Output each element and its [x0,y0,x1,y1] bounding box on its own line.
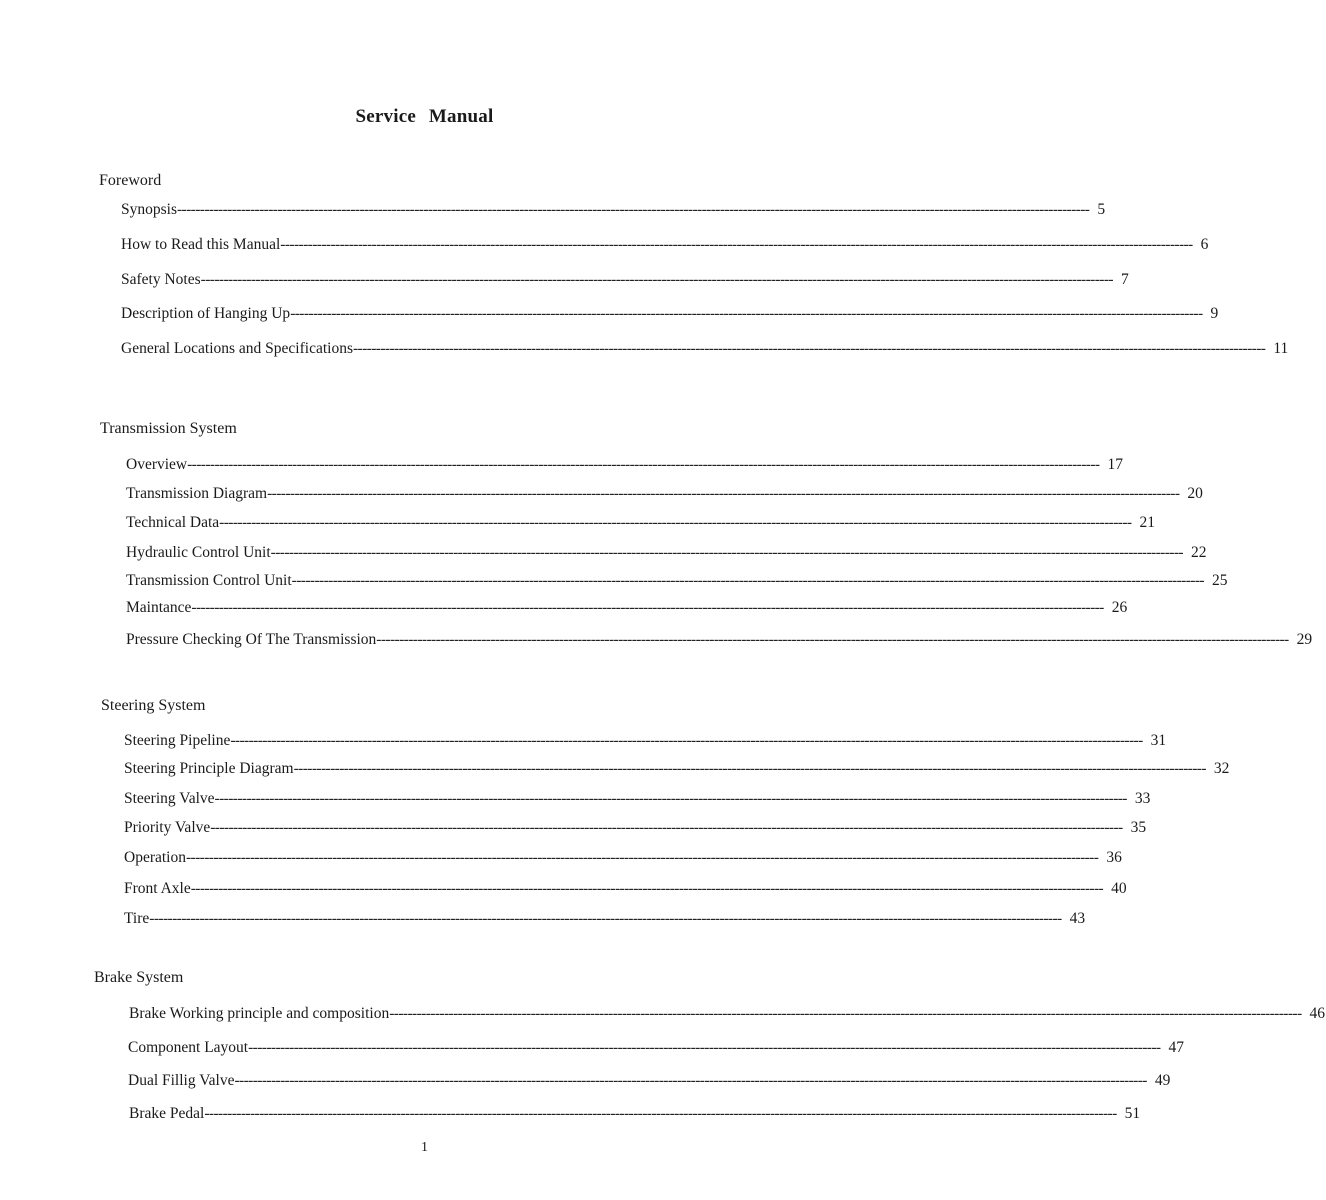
toc-leader: -------------------------------------------------------------------------------------------------------------------------------------------------------------------------------------------------------- [234,1072,1147,1089]
toc-entry-page: 31 [1150,732,1167,749]
toc-entry-label: Technical Data [126,514,220,531]
toc-entry[interactable] [121,304,1219,324]
toc-entry[interactable] [128,1038,1184,1058]
toc-entry-page: 32 [1213,760,1230,777]
toc-leader: -------------------------------------------------------------------------------------------------------------------------------------------------------------------------------------------------------- [210,819,1123,836]
toc-leader: -------------------------------------------------------------------------------------------------------------------------------------------------------------------------------------------------------- [270,544,1183,561]
toc-entry-page: 29 [1296,631,1313,648]
toc-entry-page: 5 [1097,201,1106,218]
toc-entry-label: Brake Working principle and composition [129,1005,390,1022]
toc-leader: -------------------------------------------------------------------------------------------------------------------------------------------------------------------------------------------------------- [219,514,1132,531]
toc-entry-page: 36 [1106,849,1122,866]
toc-leader: -------------------------------------------------------------------------------------------------------------------------------------------------------------------------------------------------------- [389,1005,1302,1022]
toc-leader: -------------------------------------------------------------------------------------------------------------------------------------------------------------------------------------------------------- [187,456,1100,473]
toc-leader: -------------------------------------------------------------------------------------------------------------------------------------------------------------------------------------------------------- [293,760,1206,777]
toc-entry-label: Overview [126,456,188,473]
section-title-foreword [99,171,161,191]
toc-entry[interactable] [126,630,1313,650]
toc-entry-label: Tire [124,910,150,927]
toc-entry-page: 22 [1190,544,1207,561]
toc-entry-page: 47 [1168,1039,1184,1056]
toc-leader: -------------------------------------------------------------------------------------------------------------------------------------------------------------------------------------------------------- [177,201,1090,218]
toc-entry-label: Synopsis [121,201,177,218]
toc-entry[interactable] [129,1104,1141,1124]
toc-entry[interactable] [121,339,1289,359]
toc-leader: -------------------------------------------------------------------------------------------------------------------------------------------------------------------------------------------------------- [185,849,1099,866]
toc-entry-page: 33 [1134,790,1151,807]
toc-entry-label: How to Read this Manual [121,236,281,253]
toc-entry-page: 46 [1309,1005,1326,1022]
section-heading: Foreword [99,172,162,189]
section-title-steering [101,696,205,716]
toc-leader: -------------------------------------------------------------------------------------------------------------------------------------------------------------------------------------------------------- [280,236,1193,253]
toc-entry-page: 49 [1154,1072,1171,1089]
toc-entry-label: Safety Notes [121,271,201,288]
section-heading: Brake System [94,969,184,986]
toc-entry-label: Description of Hanging Up [121,305,291,322]
toc-entry-page: 51 [1124,1105,1141,1122]
toc-entry[interactable] [121,270,1129,290]
toc-entry[interactable] [124,789,1151,809]
toc-leader: -------------------------------------------------------------------------------------------------------------------------------------------------------------------------------------------------------- [190,880,1104,897]
toc-leader: -------------------------------------------------------------------------------------------------------------------------------------------------------------------------------------------------------- [191,599,1104,616]
toc-entry-label: Maintance [126,599,192,616]
toc-entry-page: 43 [1069,910,1086,927]
toc-entry-label: Component Layout [128,1039,249,1056]
toc-leader: -------------------------------------------------------------------------------------------------------------------------------------------------------------------------------------------------------- [230,732,1143,749]
toc-entry-label: Steering Pipeline [124,732,231,749]
toc-entry-page: 9 [1210,305,1219,322]
toc-entry-page: 7 [1120,271,1129,288]
toc-entry[interactable] [121,200,1106,220]
toc-entry[interactable] [124,909,1086,929]
toc-entry-page: 21 [1139,514,1155,531]
toc-entry-label: Steering Principle Diagram [124,760,294,777]
toc-entry[interactable] [126,543,1207,563]
toc-entry[interactable] [124,759,1230,779]
toc-entry[interactable] [121,235,1209,255]
toc-entry-page: 40 [1111,880,1127,897]
toc-entry-page: 17 [1107,456,1123,473]
toc-leader: -------------------------------------------------------------------------------------------------------------------------------------------------------------------------------------------------------- [376,631,1289,648]
toc-entry[interactable] [126,571,1228,591]
document-title: Service Manual [355,106,494,127]
toc-entry[interactable] [124,818,1147,838]
toc-entry[interactable] [124,731,1167,751]
toc-entry-page: 35 [1130,819,1147,836]
toc-entry[interactable] [126,598,1128,618]
toc-entry-label: Operation [124,849,186,866]
toc-entry-label: Transmission Diagram [126,485,268,502]
toc-entry[interactable] [126,484,1203,504]
page-number: 1 [421,1140,428,1155]
toc-entry-page: 25 [1211,572,1228,589]
section-heading: Transmission System [100,420,237,437]
toc-leader: -------------------------------------------------------------------------------------------------------------------------------------------------------------------------------------------------------- [290,305,1203,322]
toc-entry-label: Front Axle [124,880,191,897]
toc-entry[interactable] [124,848,1122,868]
toc-leader: -------------------------------------------------------------------------------------------------------------------------------------------------------------------------------------------------------- [291,572,1204,589]
toc-entry-page: 20 [1187,485,1203,502]
toc-entry-label: Steering Valve [124,790,215,807]
toc-leader: -------------------------------------------------------------------------------------------------------------------------------------------------------------------------------------------------------- [248,1039,1161,1056]
toc-leader: -------------------------------------------------------------------------------------------------------------------------------------------------------------------------------------------------------- [267,485,1180,502]
section-heading: Steering System [101,697,206,714]
toc-leader: -------------------------------------------------------------------------------------------------------------------------------------------------------------------------------------------------------- [214,790,1127,807]
toc-entry[interactable] [124,879,1127,899]
toc-entry-page: 11 [1273,340,1289,357]
toc-entry-label: Pressure Checking Of The Transmission [126,631,377,648]
toc-entry-page: 26 [1111,599,1128,616]
toc-entry[interactable] [126,513,1155,533]
toc-leader: -------------------------------------------------------------------------------------------------------------------------------------------------------------------------------------------------------- [149,910,1062,927]
toc-entry[interactable] [129,1004,1326,1024]
toc-entry[interactable] [126,455,1123,475]
toc-entry-label: Dual Fillig Valve [128,1072,235,1089]
toc-leader: -------------------------------------------------------------------------------------------------------------------------------------------------------------------------------------------------------- [204,1105,1117,1122]
section-title-brake [94,968,183,988]
toc-leader: -------------------------------------------------------------------------------------------------------------------------------------------------------------------------------------------------------- [200,271,1113,288]
toc-entry[interactable] [128,1071,1171,1091]
toc-entry-label: Hydraulic Control Unit [126,544,271,561]
toc-leader: -------------------------------------------------------------------------------------------------------------------------------------------------------------------------------------------------------- [353,340,1266,357]
toc-entry-label: Transmission Control Unit [126,572,292,589]
toc-entry-label: Brake Pedal [129,1105,205,1122]
toc-entry-label: Priority Valve [124,819,211,836]
toc-entry-label: General Locations and Specifications [121,340,353,357]
section-title-transmission [100,419,237,439]
toc-entry-page: 6 [1200,236,1209,253]
